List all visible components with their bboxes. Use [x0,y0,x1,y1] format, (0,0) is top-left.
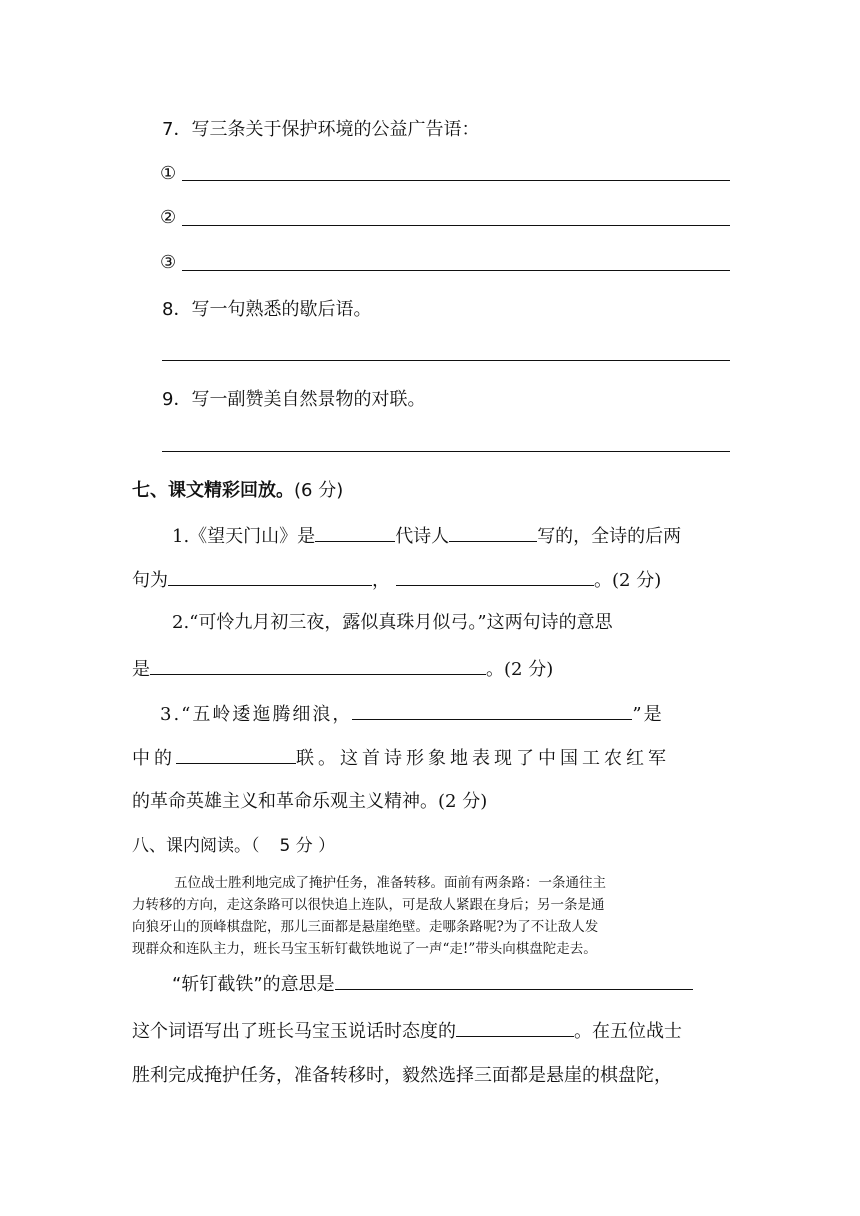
s7-q3-line2 [132,745,670,771]
s7-q1-text-f: 。(2 分) [594,570,662,591]
s7-q3-line1 [160,701,664,727]
q7-answer-line-1[interactable] [182,180,730,181]
s7-q3-text-b: ”是 [632,704,664,725]
s7-q3-blank-couplet[interactable] [176,745,296,764]
passage-line-4: 现群众和连队主力，班长马宝玉斩钉截铁地说了一声“走!”带头向棋盘陀走去。 [132,941,597,957]
q7-mark-3: ③ [160,252,177,273]
q7-mark-2: ② [160,207,177,228]
q7-answer-line-3[interactable] [182,270,730,271]
s8-question-a [172,971,693,997]
s7-q1-text-b: 代诗人 [395,526,450,547]
s8-blank-meaning[interactable] [335,971,693,990]
s8-question-b [132,1018,682,1044]
section-7-score: (6 分) [294,480,344,501]
s7-q1-text-d: 句为 [132,570,168,591]
s8-text-a: “斩钉截铁”的意思是 [172,974,335,995]
q8-label: 8．写一句熟悉的歇后语。 [162,299,372,320]
s7-q1-blank-line3[interactable] [168,567,372,586]
passage-line-2: 力转移的方向，走这条路可以很快追上连队，可是敌人紧跟在身后；另一条是通 [132,897,605,913]
s7-q3-line3: 的革命英雄主义和革命乐观主义精神。(2 分) [132,791,488,812]
s7-q2-blank-meaning[interactable] [150,656,486,675]
section-8-heading [132,834,335,858]
s7-q1-text-e: ， [372,570,390,591]
q8-answer-line[interactable] [162,360,730,361]
s7-q2-line2 [132,656,553,682]
section-7-heading [132,479,343,503]
s8-question-d: 胜利完成掩护任务，准备转移时，毅然选择三面都是悬崖的棋盘陀， [132,1065,672,1086]
s7-q2-text-c: 。(2 分) [486,659,554,680]
s7-q1-text-a: 1.《望天门山》是 [172,526,316,547]
q7-mark-1: ① [160,163,177,184]
passage-line-3: 向狼牙山的顶峰棋盘陀，那儿三面都是悬崖绝壁。走哪条路呢?为了不让敌人发 [132,919,599,935]
s7-q1-blank-dynasty[interactable] [315,523,395,542]
s7-q3-blank-verse[interactable] [352,701,632,720]
s7-q1-text-c: 写的，全诗的后两 [537,526,682,547]
section-7-title: 七、课文精彩回放。 [132,480,294,501]
s7-q2-line1: 2.“可怜九月初三夜，露似真珠月似弓。”这两句诗的意思 [172,612,613,633]
s7-q1-blank-poet[interactable] [449,523,537,542]
s8-text-c: 。在五位战士 [574,1021,682,1042]
section-8-title: 八、课内阅读。（ [132,836,260,856]
s7-q1-blank-line4[interactable] [396,567,594,586]
q7-label: 7．写三条关于保护环境的公益广告语： [162,119,480,140]
q9-label: 9．写一副赞美自然景物的对联。 [162,389,426,410]
s7-q3-text-a: 3.“五岭逶迤腾细浪， [160,704,353,725]
section-8-score: 5 分 ） [279,836,336,856]
s8-text-b: 这个词语写出了班长马宝玉说话时态度的 [132,1021,456,1042]
s7-q2-text-b: 是 [132,659,150,680]
s7-q3-text-c: 中的 [132,748,176,769]
q7-answer-line-2[interactable] [182,225,730,226]
s8-blank-attitude[interactable] [456,1018,574,1037]
q9-answer-line[interactable] [162,451,730,452]
s7-q1-line1 [172,523,681,549]
passage-line-1: 五位战士胜利地完成了掩护任务，准备转移。面前有两条路：一条通往主 [174,875,606,891]
s7-q3-text-d: 联。这首诗形象地表现了中国工农红军 [296,748,670,769]
s7-q1-line2 [132,567,661,593]
